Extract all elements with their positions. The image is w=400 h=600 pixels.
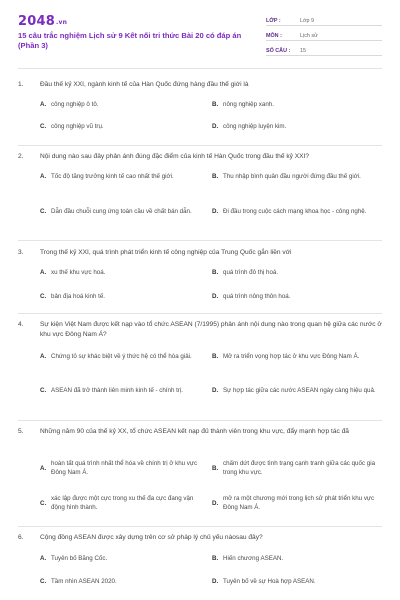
option-text: ASEAN đã trở thành liên minh kinh tế - chính trị. <box>51 387 183 394</box>
divider <box>18 68 382 69</box>
document-title: 15 câu trắc nghiệm Lịch sử 9 Kết nối tri thức Bài 20 có đáp án (Phần 3) <box>18 31 242 50</box>
divider <box>18 240 382 241</box>
option-text: Sự hợp tác giữa các nước ASEAN ngày càng hiệu quả. <box>223 387 376 394</box>
option-letter: C. <box>40 387 47 394</box>
option-text: Đi đầu trong cuộc cách mạng khoa học - công nghệ. <box>223 208 367 215</box>
option-b[interactable] <box>212 100 384 109</box>
option-letter: B. <box>212 269 219 276</box>
meta-value: Lịch sử <box>300 33 318 39</box>
page-header <box>18 14 382 60</box>
question-text: Sự kiện Việt Nam được kết nạp vào tổ chức ASEAN (7/1995) phản ánh nội dung nào trong quan hệ giữa các nước ở khu vực Đông Nam Á? <box>40 321 382 338</box>
question-number: 3. <box>18 249 24 256</box>
option-b[interactable] <box>212 268 384 277</box>
question-number: 1. <box>18 81 24 88</box>
option-text: quá trình nông thôn hoá. <box>223 293 291 300</box>
question-stem <box>18 427 384 437</box>
option-c[interactable] <box>40 207 200 216</box>
option-letter: B. <box>212 555 219 562</box>
option-text: Thu nhập bình quân đầu người đứng đầu thế giới. <box>223 173 361 180</box>
option-text: Tuyên bố Băng Cốc. <box>51 555 108 562</box>
option-text: hoàn tất quá trình nhất thể hóa về chính trị ở khu vực Đông Nam Á. <box>51 460 198 476</box>
option-letter: B. <box>212 101 219 108</box>
option-text: xác lập được một cực trong xu thế đa cực đang vận động hình thành. <box>51 495 194 511</box>
option-c[interactable] <box>40 577 200 586</box>
logo-main: 2048 <box>18 14 55 29</box>
question-stem <box>18 320 384 339</box>
option-d[interactable] <box>212 207 384 216</box>
question-5 <box>18 427 384 522</box>
meta-row-subject <box>266 29 382 41</box>
option-letter: B. <box>212 464 219 472</box>
option-letter: B. <box>212 353 219 360</box>
option-a[interactable] <box>40 554 200 563</box>
question-text: Những năm 90 của thế kỷ XX, tổ chức ASEAN kết nạp đủ thành viên trong khu vực, đẩy mạnh hợp tác đã <box>40 428 349 435</box>
document-meta <box>266 14 382 59</box>
option-text: bản địa hoá kinh tế. <box>51 293 106 300</box>
option-d[interactable] <box>212 494 384 512</box>
option-a[interactable] <box>40 352 200 361</box>
option-text: mở ra một chương mới trong lịch sử phát triển khu vực Đông Nam Á. <box>223 495 375 511</box>
option-text: công nghiệp luyện kim. <box>223 123 287 130</box>
option-d[interactable] <box>212 577 384 586</box>
option-text: chấm dứt được tình trạng cạnh tranh giữa các quốc gia trong khu vực. <box>223 460 376 476</box>
option-text: nông nghiệp xanh. <box>223 101 274 108</box>
question-stem <box>18 80 384 90</box>
divider <box>18 313 382 314</box>
option-c[interactable] <box>40 494 200 512</box>
option-letter: C. <box>40 499 47 507</box>
question-text: Đầu thế kỷ XXI, ngành kinh tế của Hàn Quốc đứng hàng đầu thế giới là <box>40 81 249 88</box>
option-text: Dẫn đầu chuỗi cung ứng toàn cầu về chất bán dẫn. <box>51 208 192 215</box>
option-d[interactable] <box>212 122 384 131</box>
logo-domain: .vn <box>55 19 68 26</box>
option-text: Tốc độ tăng trưởng kinh tế cao nhất thế giới. <box>51 173 174 180</box>
option-a[interactable] <box>40 172 200 181</box>
option-letter: D. <box>212 578 219 585</box>
option-letter: C. <box>40 208 47 215</box>
question-4 <box>18 320 384 415</box>
divider <box>18 526 382 527</box>
option-b[interactable] <box>212 352 384 361</box>
question-stem <box>18 248 384 258</box>
option-letter: C. <box>40 123 47 130</box>
option-d[interactable] <box>212 292 384 301</box>
option-text: Tầm nhìn ASEAN 2020. <box>51 578 117 585</box>
question-number: 5. <box>18 428 24 435</box>
meta-value: 15 <box>300 48 306 54</box>
option-letter: D. <box>212 208 219 215</box>
question-1 <box>18 80 384 140</box>
option-letter: C. <box>40 293 47 300</box>
option-a[interactable] <box>40 268 200 277</box>
question-3 <box>18 248 384 308</box>
option-letter: D. <box>212 387 219 394</box>
option-d[interactable] <box>212 386 384 395</box>
meta-row-grade <box>266 14 382 26</box>
option-text: xu thế khu vực hoá. <box>51 269 106 276</box>
option-b[interactable] <box>212 172 384 181</box>
site-logo[interactable] <box>18 14 67 29</box>
question-number: 2. <box>18 153 24 160</box>
option-a[interactable] <box>40 459 200 477</box>
option-b[interactable] <box>212 459 384 477</box>
option-text: Hiến chương ASEAN. <box>223 555 284 562</box>
meta-label: MÔN : <box>266 33 282 39</box>
option-text: Mở ra triển vọng hợp tác ở khu vực Đông Nam Á. <box>223 353 360 360</box>
question-number: 4. <box>18 321 24 328</box>
meta-value: Lớp 9 <box>300 18 315 24</box>
option-c[interactable] <box>40 292 200 301</box>
option-letter: A. <box>40 464 47 472</box>
option-a[interactable] <box>40 100 200 109</box>
option-letter: D. <box>212 499 219 507</box>
question-text: Cộng đồng ASEAN được xây dựng trên cơ sở pháp lý chủ yếu nàosau đây? <box>40 534 263 541</box>
option-text: công nghiệp ô tô. <box>51 101 99 108</box>
meta-label: SỐ CÂU : <box>266 48 291 54</box>
option-letter: A. <box>40 555 47 562</box>
option-text: quá trình đô thị hoá. <box>223 269 279 276</box>
option-letter: D. <box>212 293 219 300</box>
option-c[interactable] <box>40 386 200 395</box>
divider <box>18 145 382 146</box>
divider <box>18 420 382 421</box>
option-text: Tuyên bố về sự Hoà hợp ASEAN. <box>223 578 316 585</box>
option-letter: A. <box>40 101 47 108</box>
question-stem <box>18 533 384 543</box>
question-text: Nội dung nào sau đây phản ánh đúng đặc điểm của kinh tế Hàn Quốc trong đầu thế kỷ XXI? <box>40 153 310 160</box>
option-text: Chứng tỏ sự khác biệt về ý thức hệ có thể hòa giải. <box>51 353 192 360</box>
meta-label: LỚP : <box>266 18 281 24</box>
option-c[interactable] <box>40 122 200 131</box>
option-letter: D. <box>212 123 219 130</box>
option-letter: B. <box>212 173 219 180</box>
question-stem <box>18 152 384 162</box>
question-2 <box>18 152 384 237</box>
option-letter: A. <box>40 269 47 276</box>
question-number: 6. <box>18 534 24 541</box>
option-letter: A. <box>40 173 47 180</box>
option-letter: C. <box>40 578 47 585</box>
question-text: Trong thế kỷ XXI, quá trình phát triển kinh tế công nghiệp của Trung Quốc gắn liền với <box>40 249 292 256</box>
question-6 <box>18 533 384 595</box>
meta-row-count <box>266 44 382 56</box>
option-b[interactable] <box>212 554 384 563</box>
option-text: công nghiệp vũ trụ. <box>51 123 104 130</box>
option-letter: A. <box>40 353 47 360</box>
